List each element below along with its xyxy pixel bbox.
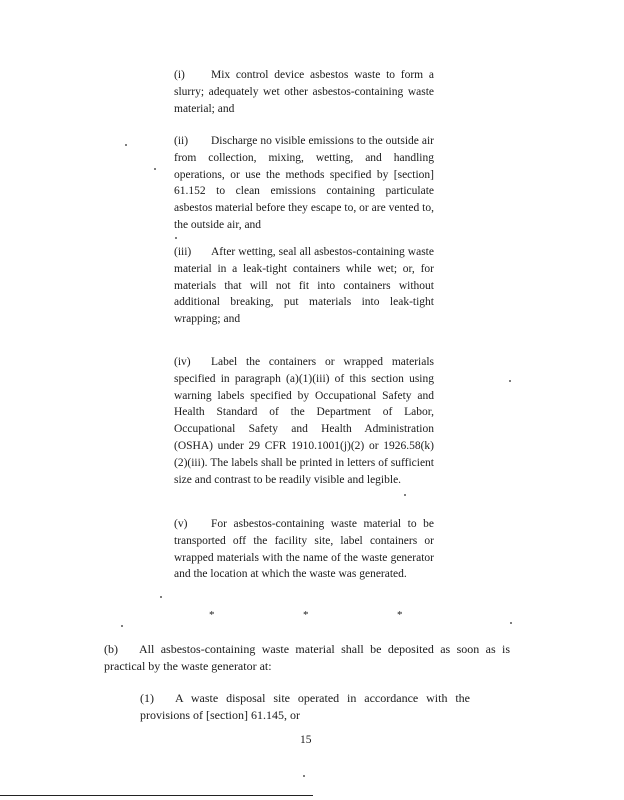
asterisk: * (303, 609, 309, 621)
paragraph-a1-iv (174, 354, 434, 488)
paragraph-b (104, 641, 510, 675)
item-label: (ii) (174, 135, 189, 147)
item-label: (i) (174, 69, 185, 81)
item-text: After wetting, seal all asbestos-containing waste material in a leak-tight containers while wet; or, for materials that will not fit into containers without additional breaking, put materials into leak-tight wrapping; and (174, 246, 434, 326)
item-label: (iv) (174, 356, 191, 368)
paragraph-a1-iii (174, 244, 434, 328)
scan-speck (510, 622, 512, 624)
scan-speck (160, 596, 162, 598)
item-label: (1) (140, 691, 154, 705)
paragraph-b-1 (140, 690, 470, 724)
scan-speck (404, 494, 406, 496)
item-text: Label the containers or wrapped materials specified in paragraph (a)(1)(iii) of this section using warning labels specified by Occupational Safety and Health Standard of the Department of Labor, Occupational Safety and Health Administration (OSHA) under 29 CFR 1910.1001(j)(2) or 1926.58(k)(2)(iii). The labels shall be printed in letters of sufficient size and contrast to be readily visible and legible. (174, 356, 434, 486)
asterisk: * (397, 609, 403, 621)
scan-speck (303, 775, 305, 777)
section-label: (b) (104, 642, 118, 656)
scan-speck (509, 380, 511, 382)
scan-speck (175, 237, 177, 239)
item-text: Discharge no visible emissions to the outside air from collection, mixing, wetting, and handling operations, or use the methods specified by [section] 61.152 to clean emissions containing particulate asbestos material before they escape to, or are vented to, the outside air, and (174, 135, 434, 231)
asterisk: * (209, 609, 215, 621)
scan-speck (154, 168, 156, 170)
scan-speck (121, 625, 123, 627)
page-number: 15 (300, 734, 312, 746)
scan-speck (125, 144, 127, 146)
section-text: All asbestos-containing waste material shall be deposited as soon as is practical by the waste generator at: (104, 642, 510, 673)
item-label: (iii) (174, 246, 192, 258)
item-label: (v) (174, 518, 188, 530)
paragraph-a1-ii (174, 133, 434, 234)
item-text: For asbestos-containing waste material to be transported off the facility site, label containers or wrapped materials with the name of the waste generator and the location at which the waste was generated. (174, 518, 434, 581)
scan-edge-line (0, 795, 313, 796)
item-text: Mix control device asbestos waste to form a slurry; adequately wet other asbestos-containing waste material; and (174, 69, 434, 115)
paragraph-a1-i (174, 67, 434, 117)
item-text: A waste disposal site operated in accordance with the provisions of [section] 61.145, or (140, 691, 470, 722)
paragraph-a1-v (174, 516, 434, 583)
